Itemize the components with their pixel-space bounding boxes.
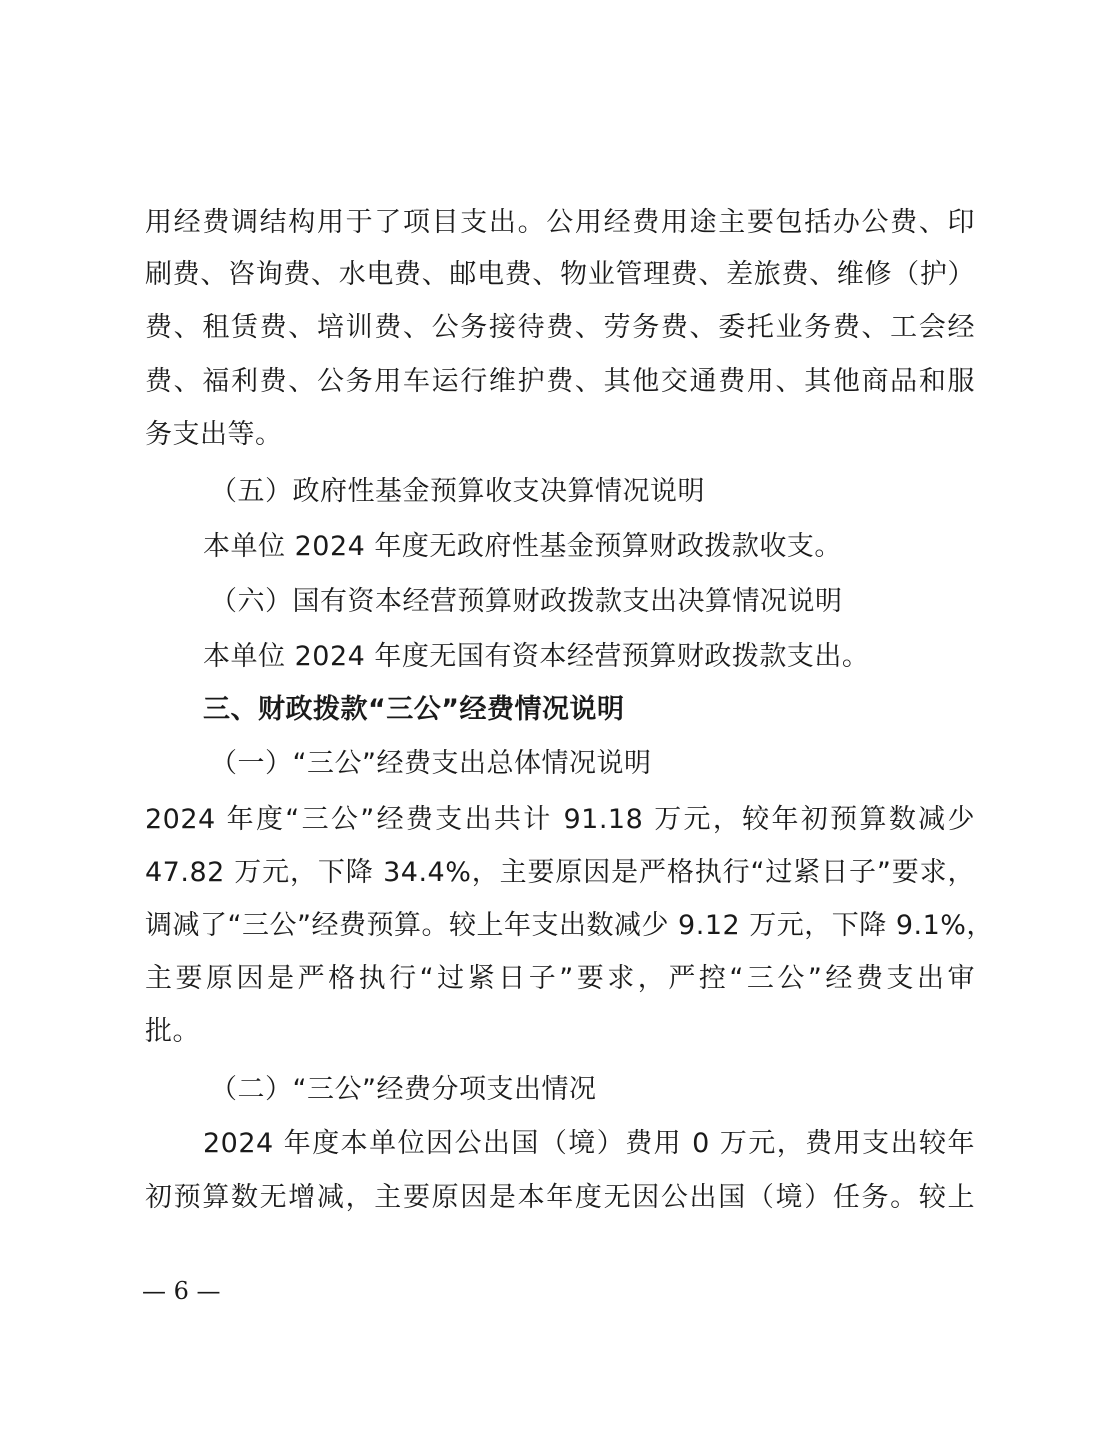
paragraph-line: 2024 年度“三公”经费支出共计 91.18 万元，较年初预算数减少 [145,804,975,835]
paragraph-line: 本单位 2024 年度无国有资本经营预算财政拨款支出。 [203,641,870,672]
paragraph-line: 47.82 万元，下降 34.4%，主要原因是严格执行“过紧日子”要求， [145,857,975,888]
paragraph-line: 初预算数无增减，主要原因是本年度无因公出国（境）任务。较上 [145,1182,975,1213]
paragraph-line: 务支出等。 [145,419,283,450]
section-heading-1: （一）“三公”经费支出总体情况说明 [210,748,652,779]
paragraph-line: 调减了“三公”经费预算。较上年支出数减少 9.12 万元，下降 9.1%， [145,910,994,941]
section-heading-2: （二）“三公”经费分项支出情况 [210,1074,597,1105]
section-heading-6: （六）国有资本经营预算财政拨款支出决算情况说明 [210,586,843,617]
paragraph-line: 2024 年度本单位因公出国（境）费用 0 万元，费用支出较年 [203,1128,975,1159]
section-heading-5: （五）政府性基金预算收支决算情况说明 [210,476,705,507]
paragraph-line: 费、福利费、公务用车运行维护费、其他交通费用、其他商品和服 [145,366,975,397]
chapter-heading-3: 三、财政拨款“三公”经费情况说明 [203,694,625,725]
page-number: — 6 — [142,1277,221,1305]
paragraph-line: 主要原因是严格执行“过紧日子”要求，严控“三公”经费支出审 [145,963,975,994]
paragraph-line: 本单位 2024 年度无政府性基金预算财政拨款收支。 [203,531,842,562]
paragraph-line: 用经费调结构用于了项目支出。公用经费用途主要包括办公费、印 [145,207,975,238]
paragraph-line: 批。 [145,1016,200,1047]
paragraph-line: 刷费、咨询费、水电费、邮电费、物业管理费、差旅费、维修（护） [145,259,975,290]
paragraph-line: 费、租赁费、培训费、公务接待费、劳务费、委托业务费、工会经 [145,312,975,343]
